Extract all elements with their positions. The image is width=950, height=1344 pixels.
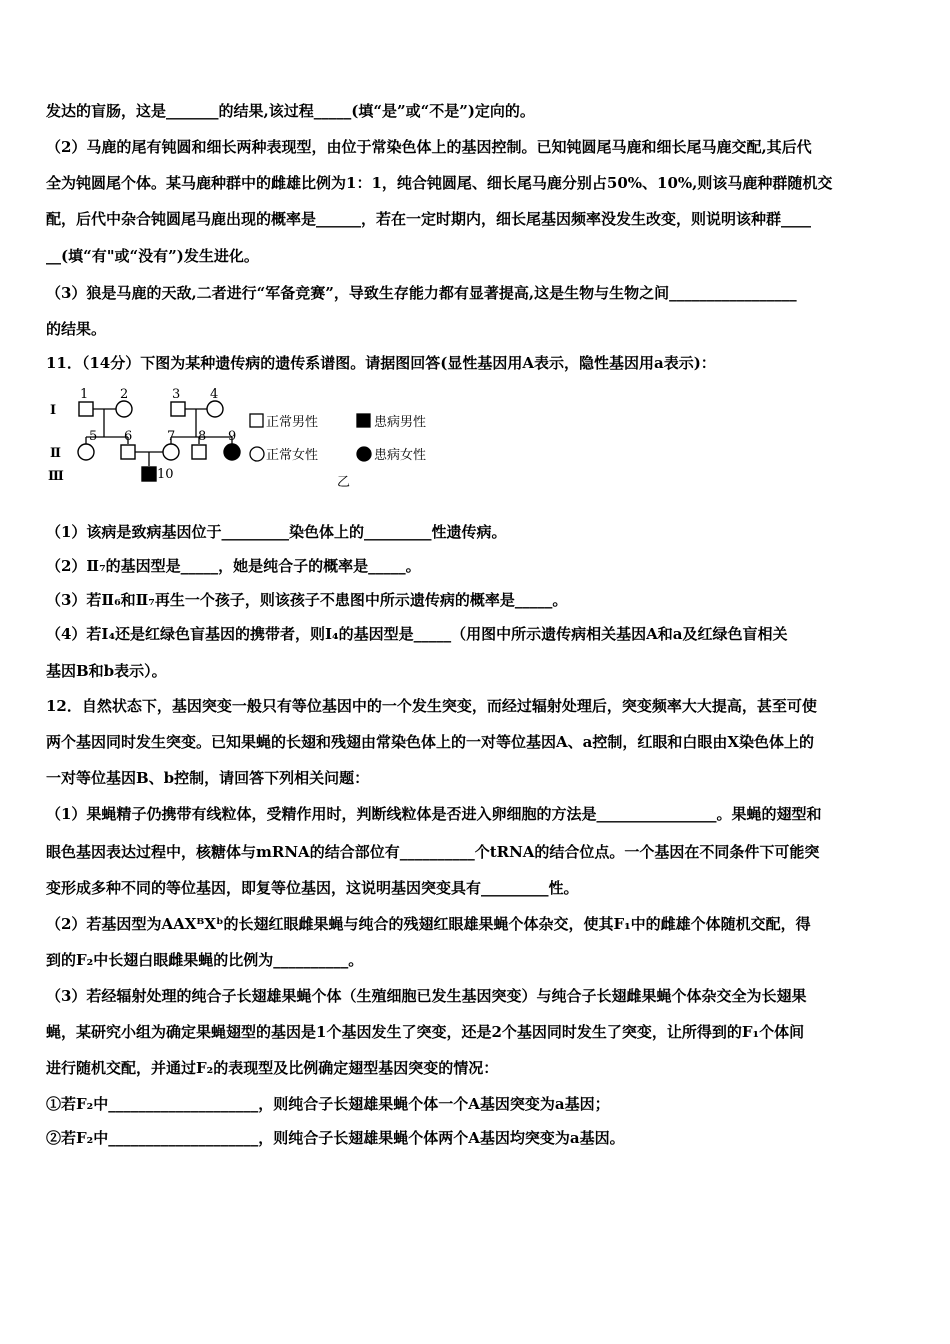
text-line: ②若F₂中____________________，则纯合子长翅雄果蝇个体两个A基因均突变为a基因。 <box>46 1129 625 1147</box>
text-line: （3）若经辐射处理的纯合子长翅雄果蝇个体（生殖细胞已发生基因突变）与纯合子长翅雌果蝇个体杂交全为长翅果 <box>46 987 807 1005</box>
text-line: （2）若基因型为AAXᴮXᵇ的长翅红眼雌果蝇与纯合的残翅红眼雄果蝇个体杂交，使其F₁中的雌雄个体随机交配，得 <box>46 915 811 933</box>
individual-number: 4 <box>210 387 219 402</box>
individual-5-normal-female <box>78 444 94 460</box>
individual-number: 6 <box>124 429 133 444</box>
text-line: 到的F₂中长翅白眼雌果蝇的比例为__________。 <box>46 951 364 969</box>
legend-normal-male-icon <box>250 414 263 427</box>
text-line: ①若F₂中____________________，则纯合子长翅雄果蝇个体一个A基因突变为a基因； <box>46 1095 610 1113</box>
text-line: 发达的盲肠，这是_______的结果,该过程_____(填“是”或“不是”)定向的。 <box>46 102 535 120</box>
text-line: 全为钝圆尾个体。某马鹿种群中的雌雄比例为1：1，纯合钝圆尾、细长尾马鹿分别占50%、10%,则该马鹿种群随机交 <box>46 174 833 192</box>
individual-10-affected-male <box>142 467 156 481</box>
individual-8-normal-male <box>192 445 206 459</box>
legend-affected-female-icon <box>357 447 371 461</box>
text-line: 蝇，某研究小组为确定果蝇翅型的基因是1个基因发生了突变，还是2个基因同时发生了突变，让所得到的F₁个体间 <box>46 1023 805 1041</box>
text-line: 眼色基因表达过程中，核糖体与mRNA的结合部位有__________个tRNA的结合位点。一个基因在不同条件下可能突 <box>46 843 820 861</box>
text-line: （3）若Ⅱ₆和Ⅱ₇再生一个孩子，则该孩子不患图中所示遗传病的概率是_____。 <box>46 591 568 609</box>
pedigree-chart <box>44 382 464 497</box>
legend-normal-female: 正常女性 <box>266 448 319 463</box>
text-line: 一对等位基因B、b控制，请回答下列相关问题： <box>46 769 370 787</box>
text-line: 配，后代中杂合钝圆尾马鹿出现的概率是______，若在一定时期内，细长尾基因频率没发生改变，则说明该种群____ <box>46 210 812 228</box>
individual-4-normal-female <box>207 401 223 417</box>
generation-label-III: Ⅲ <box>48 469 64 484</box>
individual-1-normal-male <box>79 402 93 416</box>
individual-number: 10 <box>157 467 174 482</box>
text-line: 进行随机交配，并通过F₂的表现型及比例确定翅型基因突变的情况： <box>46 1059 499 1077</box>
legend-normal-male: 正常男性 <box>266 415 319 430</box>
question-12-title: 12．自然状态下，基因突变一般只有等位基因中的一个发生突变，而经过辐射处理后，突变频率大大提高，甚至可使 <box>46 697 817 715</box>
pedigree-caption: 乙 <box>337 475 351 490</box>
individual-6-normal-male <box>121 445 135 459</box>
individual-number: 8 <box>198 429 207 444</box>
individual-number: 5 <box>89 429 98 444</box>
individual-3-normal-male <box>171 402 185 416</box>
individual-number: 2 <box>120 387 129 402</box>
text-line: 基因B和b表示）。 <box>46 662 167 680</box>
text-line: （3）狼是马鹿的天敌,二者进行“军备竞赛”，导致生存能力都有显著提高,这是生物与生物之间_________________ <box>46 284 797 302</box>
text-line: 的结果。 <box>46 320 107 338</box>
legend-affected-male-icon <box>357 414 370 427</box>
text-line: （2）Ⅱ₇的基因型是_____，她是纯合子的概率是_____。 <box>46 557 421 575</box>
text-line: （4）若I₄还是红绿色盲基因的携带者，则I₄的基因型是_____（用图中所示遗传病相关基因A和a及红绿色盲相关 <box>46 625 788 643</box>
generation-label-I: Ⅰ <box>50 403 57 418</box>
question-11-title: 11．（14分）下图为某种遗传病的遗传系谱图。请据图回答(显性基因用A表示，隐性基因用a表示)： <box>46 354 716 372</box>
text-line: （1）果蝇精子仍携带有线粒体，受精作用时，判断线粒体是否进入卵细胞的方法是________________。果蝇的翅型和 <box>46 805 822 823</box>
individual-number: 9 <box>228 429 237 444</box>
individual-7-normal-female <box>163 444 179 460</box>
individual-number: 7 <box>167 429 176 444</box>
text-line: （2）马鹿的尾有钝圆和细长两种表现型，由位于常染色体上的基因控制。已知钝圆尾马鹿和细长尾马鹿交配,其后代 <box>46 138 812 156</box>
legend-affected-male: 患病男性 <box>374 415 427 430</box>
text-line: __(填“有"或“没有”)发生进化。 <box>46 247 259 265</box>
individual-number: 1 <box>80 387 89 402</box>
legend-normal-female-icon <box>250 447 264 461</box>
legend-affected-female: 患病女性 <box>374 448 427 463</box>
text-line: 变形成多种不同的等位基因，即复等位基因，这说明基因突变具有_________性。 <box>46 879 579 897</box>
individual-2-normal-female <box>116 401 132 417</box>
individual-9-affected-female <box>224 444 240 460</box>
individual-number: 3 <box>172 387 181 402</box>
text-line: 两个基因同时发生突变。已知果蝇的长翅和残翅由常染色体上的一对等位基因A、a控制，红眼和白眼由X染色体上的 <box>46 733 815 751</box>
text-line: （1）该病是致病基因位于_________染色体上的_________性遗传病。 <box>46 523 507 541</box>
generation-label-II: Ⅱ <box>50 446 61 461</box>
